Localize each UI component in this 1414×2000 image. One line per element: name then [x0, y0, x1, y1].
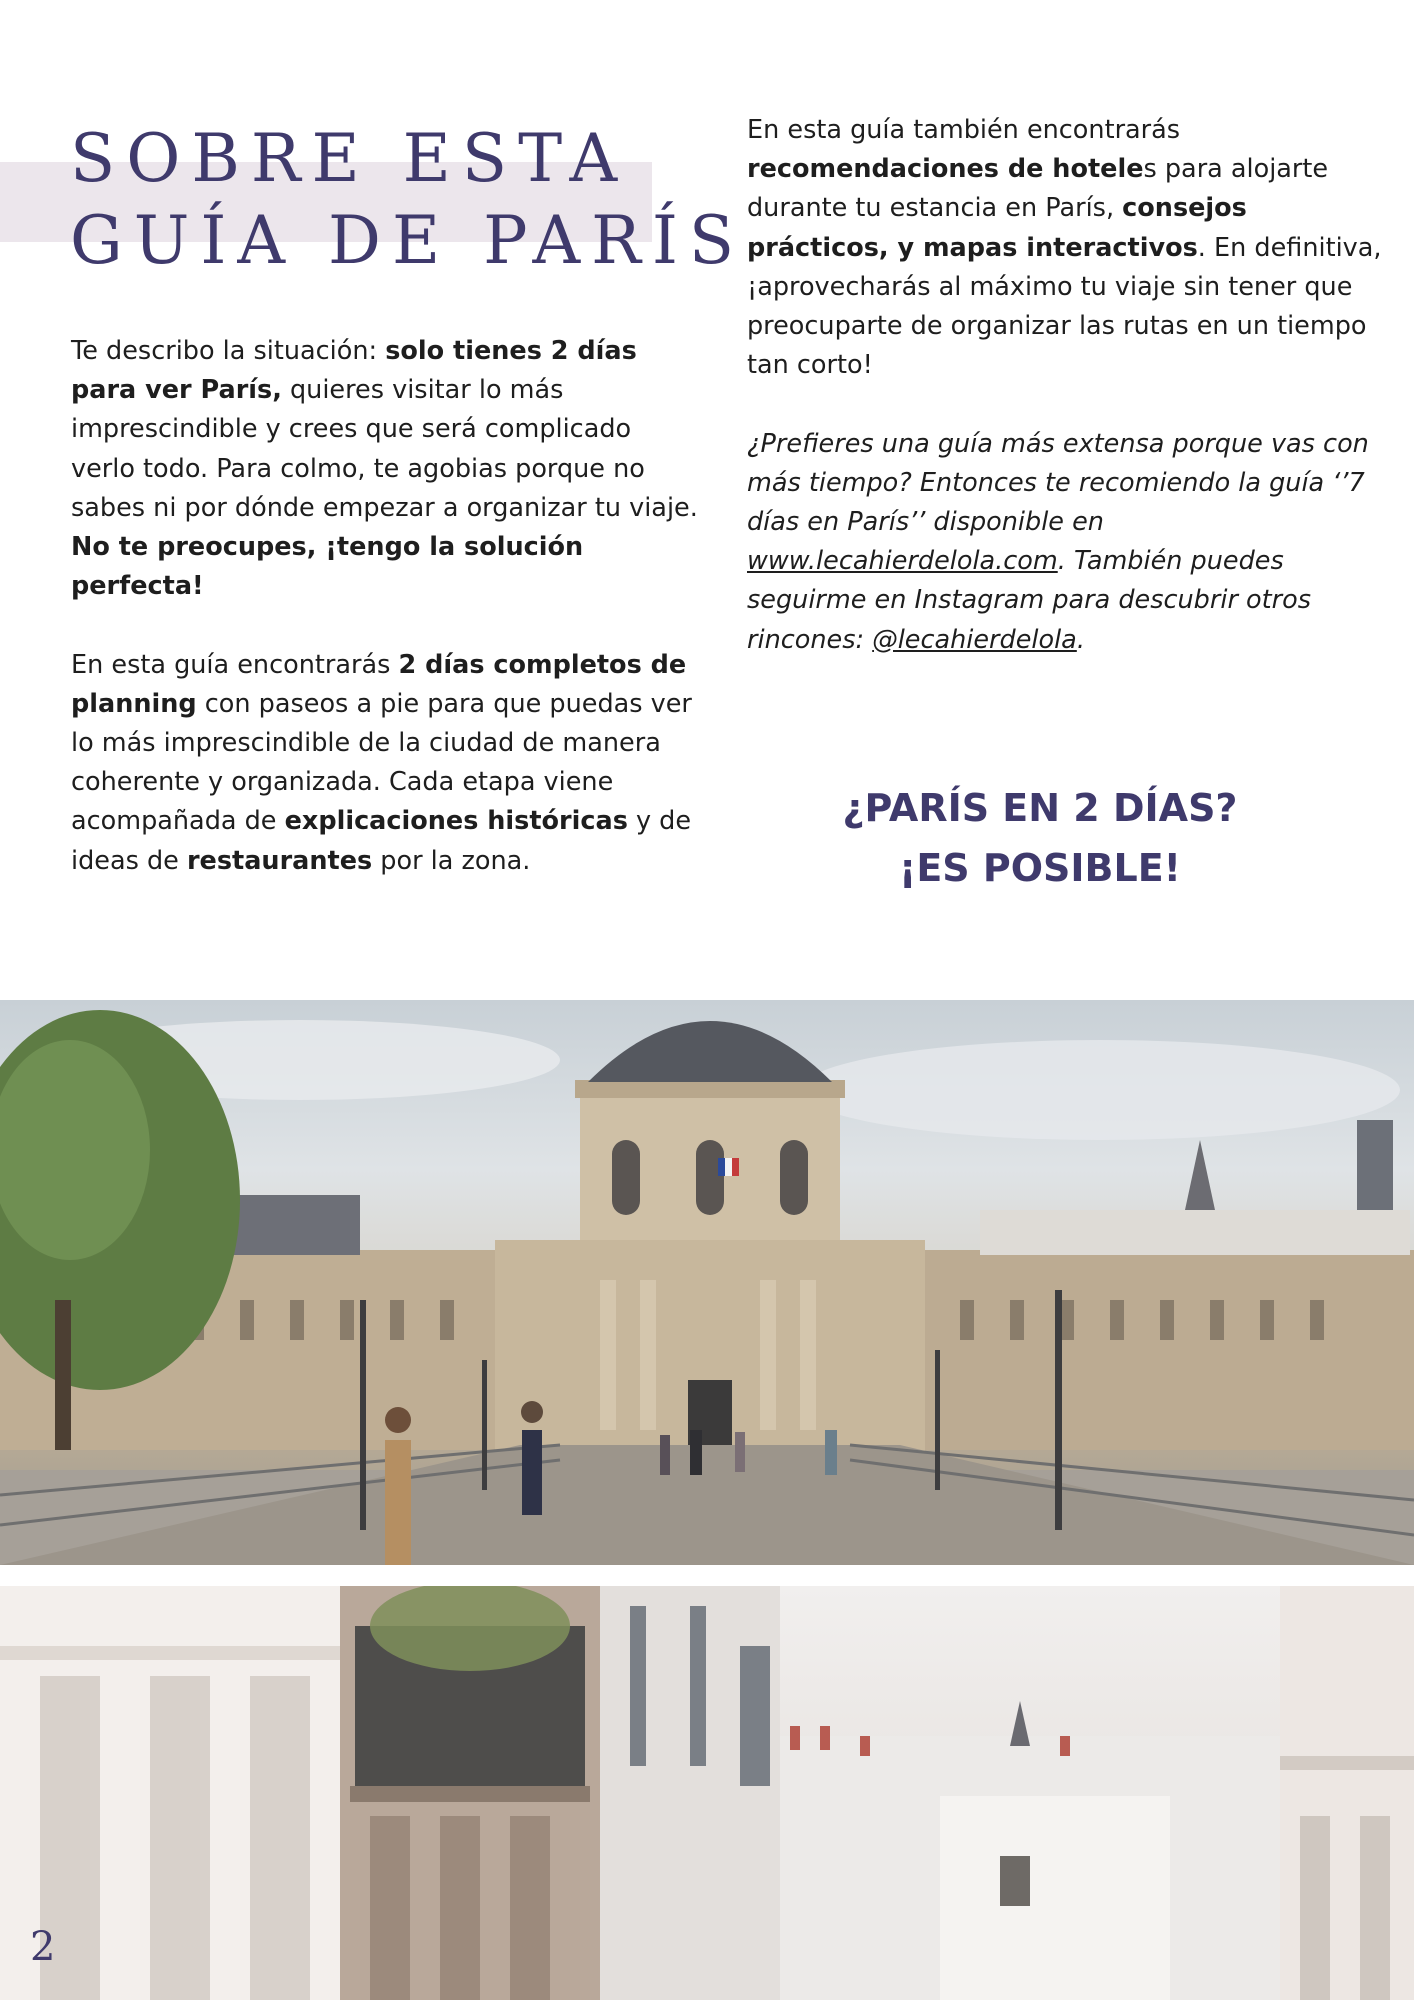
bold-run: consejos prácticos, y mapas interactivos — [747, 193, 1247, 263]
title-line-2: GUÍA DE PARÍS — [70, 202, 746, 279]
text-run: quieres visitar lo más imprescindible y crees que será complicado verlo todo. Para colmo, te agobias porque no sabes ni por dónde empezar a organizar tu viaje. — [71, 375, 698, 523]
title-line-1: SOBRE ESTA — [70, 120, 629, 197]
text-run: ¿Prefieres una guía más extensa porque vas con más tiempo? Entonces te recomiendo la guía ‘’7 días en París’’ disponible en — [747, 428, 1369, 538]
bold-run: No te preocupes, ¡tengo la solución perfecta! — [71, 532, 584, 602]
page-title — [70, 118, 746, 282]
bold-run: 2 días completos de planning — [71, 649, 687, 719]
institut-de-france-photo — [0, 1000, 1414, 1565]
text-run: . En definitiva, ¡aprovecharás al máximo tu viaje sin tener que preocuparte de organizar las rutas en un tiempo tan corto! — [747, 232, 1382, 381]
tagline-line-1: ¿PARÍS EN 2 DÍAS? — [842, 786, 1238, 830]
promo-paragraph — [747, 425, 1387, 660]
extras-paragraph — [747, 111, 1387, 385]
text-run: s para alojarte durante tu estancia en París, — [747, 154, 1329, 224]
website-link[interactable]: www.lecahierdelola.com — [747, 546, 1058, 577]
right-column — [747, 111, 1387, 699]
tagline-line-2: ¡ES POSIBLE! — [898, 846, 1181, 890]
text-run: por la zona. — [372, 845, 531, 876]
text-run: . También puedes seguirme en Instagram para descubrir otros rincones: — [747, 546, 1312, 655]
text-run: con paseos a pie para que puedas ver lo más imprescindible de la ciudad de manera coherente y organizada. Cada etapa viene acompañada de — [71, 688, 692, 837]
text-run: En esta guía también encontrarás — [747, 115, 1181, 145]
bold-run: restaurantes — [186, 845, 373, 876]
left-column — [71, 332, 703, 920]
text-run: Te describo la situación: — [71, 336, 386, 366]
text-run: . — [1076, 624, 1085, 655]
montmartre-street-photo — [0, 1586, 1414, 2000]
page-number: 2 — [30, 1924, 56, 1970]
bold-run: explicaciones históricas — [284, 806, 628, 837]
bold-run: solo tienes 2 días para ver París, — [71, 336, 637, 406]
intro-paragraph — [71, 332, 703, 606]
instagram-link[interactable]: @lecahierdelola — [872, 624, 1077, 655]
text-run: En esta guía encontrarás — [71, 649, 399, 680]
text-run: y de ideas de — [71, 806, 692, 876]
tagline — [747, 778, 1333, 898]
bold-run: recomendaciones de hotele — [747, 154, 1144, 185]
contents-paragraph — [71, 646, 703, 881]
